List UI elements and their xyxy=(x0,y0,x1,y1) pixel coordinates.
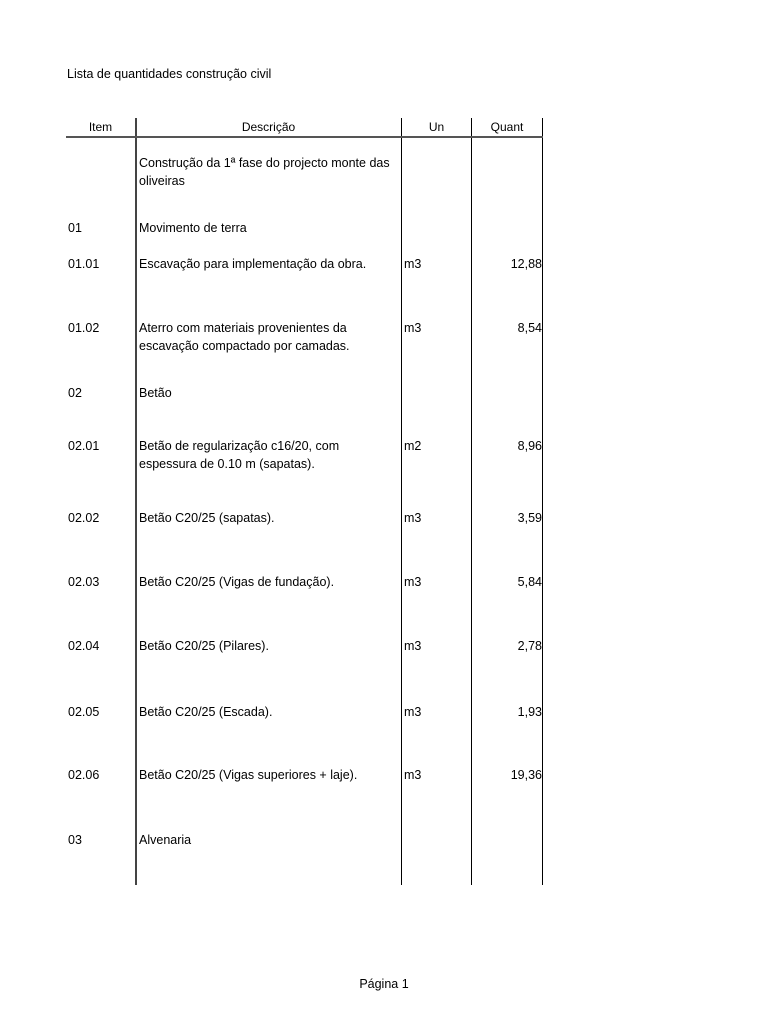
cell-item: 02 xyxy=(68,386,82,400)
cell-descricao: Alvenaria xyxy=(139,833,192,847)
column-divider-quant xyxy=(542,118,543,885)
cell-descricao: Betão de regularização c16/20, com espessura de 0.10 m (sapatas). xyxy=(139,439,340,471)
header-item: Item xyxy=(88,120,113,134)
cell-descricao: Betão C20/25 (Vigas de fundação). xyxy=(139,575,335,589)
cell-un: m3 xyxy=(404,511,422,525)
cell-item: 02.05 xyxy=(68,705,100,719)
cell-quant: 8,96 xyxy=(517,439,542,453)
column-divider-descricao xyxy=(401,118,402,885)
cell-quant: 8,54 xyxy=(517,321,542,335)
cell-un: m3 xyxy=(404,768,422,782)
cell-item: 02.02 xyxy=(68,511,100,525)
header-descricao: Descrição xyxy=(241,120,296,134)
cell-un: m3 xyxy=(404,321,422,335)
cell-descricao: Aterro com materiais provenientes da escavação compactado por camadas. xyxy=(139,321,350,353)
cell-un: m3 xyxy=(404,705,422,719)
cell-quant: 2,78 xyxy=(517,639,542,653)
cell-un: m3 xyxy=(404,639,422,653)
cell-item: 01.01 xyxy=(68,257,100,271)
cell-descricao: Betão C20/25 (sapatas). xyxy=(139,511,275,525)
column-divider-item xyxy=(135,118,137,885)
cell-item: 02.03 xyxy=(68,575,100,589)
cell-un: m2 xyxy=(404,439,422,453)
header-un: Un xyxy=(428,120,445,134)
cell-item: 02.04 xyxy=(68,639,100,653)
cell-descricao: Construção da 1ª fase do projecto monte das oliveiras xyxy=(139,156,390,188)
cell-descricao: Betão xyxy=(139,386,172,400)
cell-descricao: Betão C20/25 (Escada). xyxy=(139,705,273,719)
cell-descricao: Movimento de terra xyxy=(139,221,247,235)
cell-quant: 1,93 xyxy=(517,705,542,719)
header-quant: Quant xyxy=(490,120,524,134)
page-title: Lista de quantidades construção civil xyxy=(67,67,272,81)
header-rule xyxy=(66,136,543,138)
cell-item: 01 xyxy=(68,221,82,235)
cell-descricao: Betão C20/25 (Pilares). xyxy=(139,639,269,653)
page-footer: Página 1 xyxy=(359,977,409,991)
cell-descricao: Escavação para implementação da obra. xyxy=(139,257,367,271)
cell-item: 03 xyxy=(68,833,82,847)
cell-quant: 12,88 xyxy=(510,257,542,271)
cell-item: 02.01 xyxy=(68,439,100,453)
cell-quant: 5,84 xyxy=(517,575,542,589)
quantities-table xyxy=(66,118,543,885)
cell-un: m3 xyxy=(404,257,422,271)
cell-quant: 3,59 xyxy=(517,511,542,525)
cell-descricao: Betão C20/25 (Vigas superiores + laje). xyxy=(139,768,358,782)
cell-item: 02.06 xyxy=(68,768,100,782)
cell-un: m3 xyxy=(404,575,422,589)
cell-item: 01.02 xyxy=(68,321,100,335)
cell-quant: 19,36 xyxy=(510,768,542,782)
